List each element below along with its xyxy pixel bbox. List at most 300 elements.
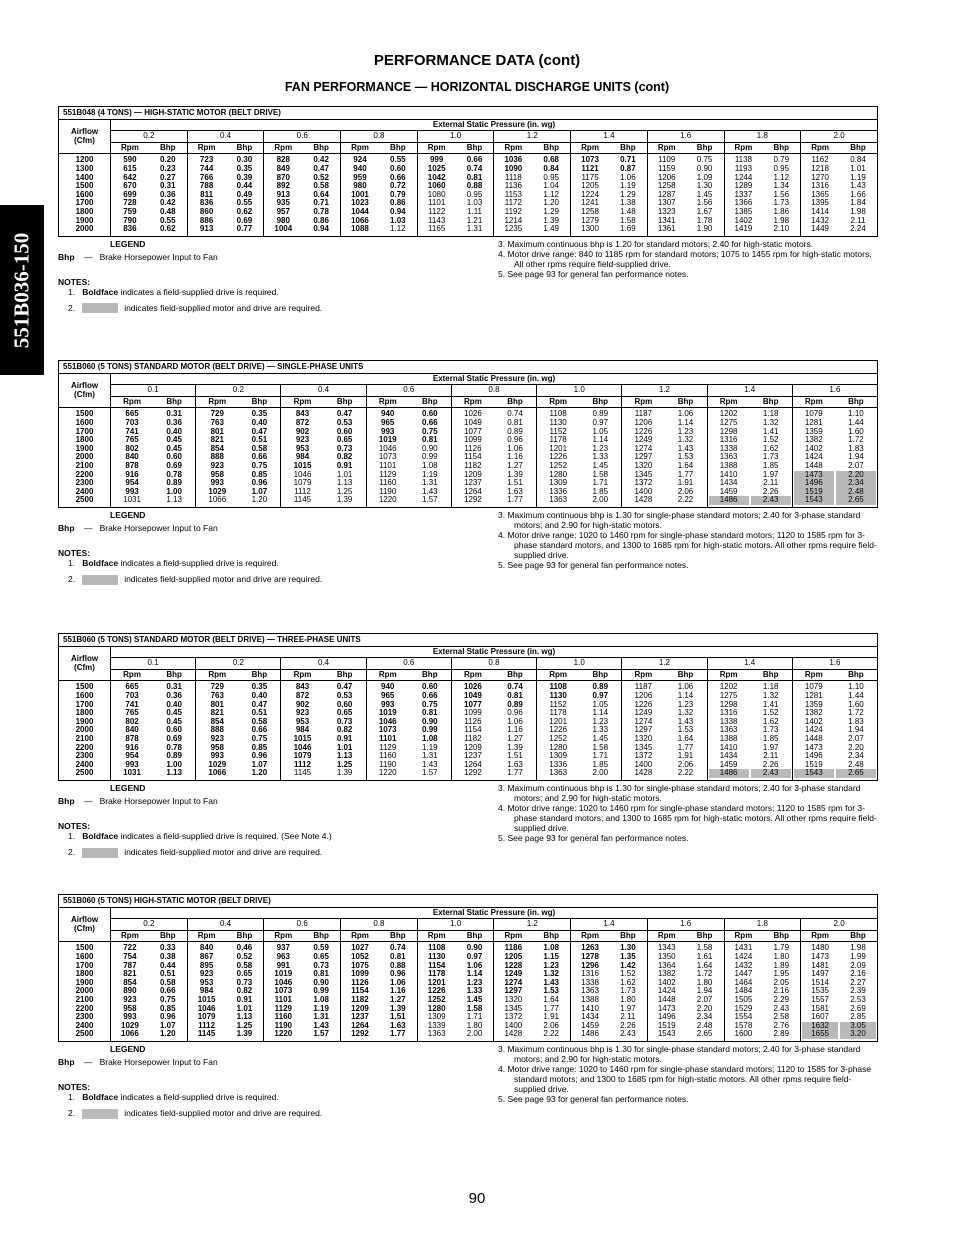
table-cell: 703 <box>125 690 139 700</box>
table-cell: 811 <box>200 189 214 199</box>
table-cell: 0.60 <box>336 426 353 436</box>
table-cell: 1655 <box>802 1030 838 1039</box>
airflow-value: 2100 <box>75 460 94 470</box>
pressure-header: 1.0 <box>417 131 494 143</box>
legend-desc: Brake Horsepower Input to Fan <box>99 522 218 533</box>
pressure-header: 0.1 <box>111 658 196 670</box>
table-cell: 849 <box>276 163 290 173</box>
table-cell: 1202 <box>719 409 738 419</box>
table-cell: 1514 <box>811 977 829 987</box>
table-cell: 2.11 <box>763 751 779 761</box>
table-cell: 1338 <box>719 443 738 453</box>
table-cell: 1496 <box>794 479 834 488</box>
table-cell: 1044 <box>351 206 369 216</box>
table-cell: 1.13 <box>336 751 353 761</box>
table-cell: 1.13 <box>336 478 353 488</box>
table-cell: 1145 <box>197 1029 216 1039</box>
table-cell: 0.27 <box>159 172 176 182</box>
airflow-value: 1300 <box>75 163 94 173</box>
table-cell: 2.09 <box>850 960 866 970</box>
right-note: 3. Maximum continuous bhp is 1.30 for single-phase standard motors; 2.40 for 3-phase standard motors; and 2.90 for high-static motors. <box>498 509 861 530</box>
legend-title: LEGEND <box>110 238 146 249</box>
table-cell: 1292 <box>464 768 482 778</box>
table-cell: 0.69 <box>236 215 253 225</box>
table-cell: 0.55 <box>159 215 176 225</box>
table-cell: 1.72 <box>848 435 864 445</box>
table-cell: 1.06 <box>677 682 694 692</box>
table-cell: 670 <box>123 181 137 191</box>
table-cell: 1275 <box>719 417 738 427</box>
table-cell: 0.42 <box>313 155 329 165</box>
airflow-value: 2200 <box>75 742 94 752</box>
pressure-header: 0.6 <box>366 658 451 670</box>
table-cell: 1.29 <box>543 206 559 216</box>
table-cell: 1.39 <box>236 1029 253 1039</box>
legend-dash: — <box>83 522 93 533</box>
table-cell: 999 <box>429 155 444 165</box>
table-cell: 2.26 <box>620 1020 636 1030</box>
table-cell: 1.95 <box>773 969 790 979</box>
table-cell: 1402 <box>804 443 823 453</box>
table-cell: 2.43 <box>773 1003 790 1013</box>
table-cell: 1190 <box>379 759 397 769</box>
table-cell: 1448 <box>804 733 823 743</box>
rpm-header: Rpm <box>571 930 609 942</box>
table-cell: 1019 <box>274 969 293 979</box>
rpm-column <box>537 681 580 781</box>
rpm-column <box>792 408 835 508</box>
table-cell: 1.21 <box>466 215 483 225</box>
table-cell: 0.72 <box>390 181 406 191</box>
rpm-header: Rpm <box>341 142 379 154</box>
table-cell: 1320 <box>634 460 653 470</box>
performance-table <box>58 633 878 781</box>
table-cell: 1365 <box>811 189 829 199</box>
legend-desc: Brake Horsepower Input to Fan <box>99 251 218 262</box>
table-cell: 1.85 <box>762 460 779 470</box>
esp-header: External Static Pressure (in. wg) <box>111 373 878 385</box>
table-cell: 1079 <box>804 409 823 419</box>
table-cell: 0.66 <box>422 690 438 700</box>
table-cell: 1459 <box>719 759 738 769</box>
table-cell: 0.96 <box>507 708 523 718</box>
table-cell: 1428 <box>634 495 653 505</box>
table-cell: 729 <box>210 409 224 419</box>
table-cell: 1136 <box>504 181 522 191</box>
table-cell: 1.77 <box>677 742 694 752</box>
table-cell: 1.43 <box>677 443 694 453</box>
table-cell: 744 <box>199 163 214 173</box>
table-cell: 1060 <box>427 181 446 191</box>
table-cell: 1481 <box>811 960 829 970</box>
table-cell: 1.80 <box>466 1020 483 1030</box>
bhp-column <box>609 942 647 1042</box>
table-cell: 1.84 <box>850 198 866 208</box>
table-cell: 1.32 <box>762 417 779 427</box>
airflow-value: 1800 <box>75 708 94 718</box>
table-cell: 0.84 <box>850 155 866 165</box>
table-cell: 980 <box>276 215 290 225</box>
pressure-header: 1.0 <box>417 919 494 931</box>
table-cell: 1382 <box>804 435 823 445</box>
table-cell: 1473 <box>794 471 834 480</box>
rpm-header: Rpm <box>111 142 149 154</box>
bhp-header: Bhp <box>686 142 724 154</box>
pressure-header: 0.2 <box>111 131 188 143</box>
table-cell: 1159 <box>658 163 676 173</box>
table-cell: 1.98 <box>850 943 866 953</box>
table-cell: 1.44 <box>848 690 864 700</box>
table-cell: 1.11 <box>467 206 482 216</box>
table-cell: 0.75 <box>422 699 438 709</box>
rpm-header: Rpm <box>281 396 324 408</box>
table-cell: 1126 <box>351 977 369 987</box>
pressure-header: 0.8 <box>341 919 418 931</box>
table-cell: 1297 <box>634 725 653 735</box>
table-cell: 1.79 <box>773 943 790 953</box>
bhp-column <box>409 681 452 781</box>
table-cell: 0.90 <box>422 443 438 453</box>
table-cell: 1.90 <box>696 224 713 234</box>
table-cell: 1.00 <box>166 759 182 769</box>
airflow-value: 2000 <box>75 725 94 735</box>
rpm-header: Rpm <box>264 142 302 154</box>
table-cell: 2.48 <box>836 488 876 497</box>
table-cell: 1400 <box>634 759 653 769</box>
notes-title: NOTES: <box>58 547 91 558</box>
table-cell: 1228 <box>504 960 523 970</box>
table-cell: 1193 <box>734 163 753 173</box>
airflow-value: 2400 <box>75 759 94 769</box>
rpm-column <box>792 681 835 781</box>
table-cell: 888 <box>210 725 224 735</box>
rpm-column <box>264 154 302 236</box>
table-cell: 1049 <box>464 417 482 427</box>
table-cell: 1447 <box>734 969 753 979</box>
table-cell: 953 <box>295 443 310 453</box>
table-cell: 1.39 <box>507 469 523 479</box>
bhp-header: Bhp <box>456 142 494 154</box>
table-cell: 1.85 <box>592 759 609 769</box>
rpm-column <box>366 408 409 508</box>
table-cell: 913 <box>276 189 290 199</box>
table-cell: 2.58 <box>773 1012 790 1022</box>
rpm-column <box>281 408 324 508</box>
table-cell: 1448 <box>804 460 823 470</box>
table-cell: 1486 <box>709 496 749 505</box>
grey-swatch <box>82 1109 118 1119</box>
table-cell: 1099 <box>351 969 369 979</box>
pressure-header: 1.2 <box>622 658 707 670</box>
table-cell: 802 <box>125 716 139 726</box>
table-cell: 1307 <box>657 198 676 208</box>
bhp-column <box>456 942 494 1042</box>
table-cell: 1264 <box>351 1020 369 1030</box>
table-cell: 1019 <box>378 708 397 718</box>
airflow-header: Airflow (Cfm) <box>59 373 111 408</box>
table-cell: 1.64 <box>677 733 694 743</box>
table-cell: 953 <box>295 716 310 726</box>
note-boldface: Boldface <box>82 557 119 568</box>
table-cell: 766 <box>199 172 214 182</box>
airflow-value: 2300 <box>75 478 94 488</box>
table-cell: 787 <box>123 960 137 970</box>
table-cell: 1129 <box>274 1003 292 1013</box>
table-cell: 741 <box>125 699 139 709</box>
table-cell: 0.95 <box>773 163 790 173</box>
table-cell: 1345 <box>504 1003 523 1013</box>
bhp-column <box>750 681 793 781</box>
table-cell: 1519 <box>804 759 823 769</box>
table-cell: 1.44 <box>848 417 864 427</box>
legend <box>58 1044 438 1067</box>
airflow-value: 1800 <box>75 435 94 445</box>
table-cell: 1129 <box>379 469 397 479</box>
table-cell: 0.75 <box>696 155 713 165</box>
airflow-column <box>59 942 111 1042</box>
notes-title: NOTES: <box>58 820 91 831</box>
table-cell: 0.58 <box>159 977 176 987</box>
table-cell: 1001 <box>351 189 369 199</box>
table-cell: 1.39 <box>543 215 559 225</box>
table-cell: 1554 <box>734 1012 753 1022</box>
table-cell: 0.40 <box>251 690 268 700</box>
table-cell: 642 <box>123 172 137 182</box>
rpm-column <box>187 942 225 1042</box>
table-cell: 1.15 <box>543 951 559 961</box>
bhp-column <box>579 681 622 781</box>
table-cell: 1280 <box>549 742 568 752</box>
table-cell: 854 <box>123 977 137 987</box>
legend <box>58 510 438 533</box>
table-cell: 1263 <box>581 943 599 953</box>
table-cell: 1.58 <box>592 469 609 479</box>
right-notes <box>498 239 878 279</box>
table-cell: 1.58 <box>696 943 713 953</box>
note-2-text: indicates field-supplied motor and drive are required. <box>124 573 323 584</box>
table-cell: 2.10 <box>773 224 790 234</box>
pressure-header: 0.2 <box>111 919 188 931</box>
table-cell: 0.71 <box>620 155 636 165</box>
rpm-header: Rpm <box>111 396 154 408</box>
table-cell: 729 <box>210 682 224 692</box>
bhp-header: Bhp <box>579 396 622 408</box>
airflow-value: 2000 <box>75 224 94 234</box>
pressure-header: 1.6 <box>792 658 877 670</box>
table-cell: 2.43 <box>620 1029 636 1039</box>
table-cell: 0.35 <box>251 409 268 419</box>
table-cell: 916 <box>125 742 139 752</box>
table-cell: 1186 <box>504 943 523 953</box>
rpm-column <box>341 154 379 236</box>
rpm-header: Rpm <box>196 396 239 408</box>
table-cell: 2.43 <box>751 496 791 505</box>
table-cell: 790 <box>123 215 137 225</box>
pressure-header: 0.2 <box>196 385 281 397</box>
table-cell: 1.23 <box>466 977 483 987</box>
table-cell: 1350 <box>657 951 676 961</box>
bhp-column <box>609 154 647 236</box>
table-cell: 0.81 <box>507 690 523 700</box>
table-cell: 1153 <box>504 189 522 199</box>
table-cell: 2.16 <box>850 969 866 979</box>
bhp-column <box>835 681 878 781</box>
table-cell: 0.99 <box>422 725 438 735</box>
legend-title: LEGEND <box>110 782 146 793</box>
table-cell: 0.51 <box>159 969 176 979</box>
table-cell: 1.43 <box>313 1020 329 1030</box>
table-cell: 2.85 <box>850 1012 866 1022</box>
right-notes <box>498 510 878 570</box>
rpm-column <box>187 154 225 236</box>
table-cell: 1209 <box>464 742 482 752</box>
notes-title: NOTES: <box>58 1081 91 1092</box>
bhp-header: Bhp <box>494 669 537 681</box>
table-cell: 1.23 <box>592 716 609 726</box>
table-cell: 1.63 <box>390 1020 406 1030</box>
table-cell: 2.11 <box>763 478 779 488</box>
table-cell: 0.30 <box>236 155 253 165</box>
table-cell: 1.72 <box>848 708 864 718</box>
table-cell: 2.05 <box>773 977 790 987</box>
table-cell: 836 <box>199 198 214 208</box>
table-cell: 1.31 <box>313 1012 329 1022</box>
table-cell: 1.52 <box>762 708 779 718</box>
table-cell: 0.81 <box>390 951 406 961</box>
legend-desc: Brake Horsepower Input to Fan <box>99 1056 218 1067</box>
pressure-header: 2.0 <box>801 919 878 931</box>
bhp-header: Bhp <box>835 669 878 681</box>
right-note: 3. Maximum continuous bhp is 1.30 for single-phase standard motors; 2.40 for 3-phase standard motors; and 2.90 for high-static motors. <box>498 782 861 803</box>
table-cell: 1.01 <box>850 163 866 173</box>
table-cell: 1345 <box>634 469 653 479</box>
airflow-value: 2200 <box>75 469 94 479</box>
bhp-header: Bhp <box>750 396 793 408</box>
table-cell: 965 <box>381 417 395 427</box>
table-cell: 1372 <box>634 751 653 761</box>
table-cell: 840 <box>125 725 139 735</box>
pressure-header: 1.6 <box>647 131 724 143</box>
bhp-header: Bhp <box>379 930 417 942</box>
table-cell: 1316 <box>719 708 738 718</box>
rpm-column <box>366 681 409 781</box>
table-cell: 1206 <box>657 172 676 182</box>
table-cell: 0.39 <box>236 172 253 182</box>
table-cell: 0.89 <box>166 751 182 761</box>
table-cell: 1519 <box>794 488 834 497</box>
rpm-header: Rpm <box>537 669 580 681</box>
table-cell: 1.73 <box>762 452 779 462</box>
table-cell: 1.16 <box>507 725 523 735</box>
table-cell: 741 <box>125 426 139 436</box>
table-cell: 1.45 <box>592 733 609 743</box>
table-cell: 1607 <box>811 1012 829 1022</box>
table-cell: 1.58 <box>466 1003 483 1013</box>
table-cell: 1316 <box>811 181 829 191</box>
table-cell: 1237 <box>464 751 482 761</box>
rpm-column <box>111 681 154 781</box>
table-cell: 1.52 <box>762 435 779 445</box>
table-cell: 665 <box>125 682 139 692</box>
rpm-column <box>111 154 149 236</box>
table-cell: 0.90 <box>422 716 438 726</box>
table-cell: 1182 <box>464 733 482 743</box>
bhp-column <box>532 154 570 236</box>
table-cell: 840 <box>199 943 214 953</box>
table-cell: 0.69 <box>166 460 182 470</box>
table-cell: 0.31 <box>166 409 182 419</box>
table-cell: 1.38 <box>620 198 636 208</box>
rpm-header: Rpm <box>264 930 302 942</box>
table-cell: 1101 <box>379 460 397 470</box>
table-cell: 0.96 <box>251 478 268 488</box>
notes: NOTES: 1. Boldface indicates a field-supplied drive is required. 2. indicates field-supplied motor and drive are required. <box>58 547 323 584</box>
table-cell: 1.61 <box>696 951 713 961</box>
table-cell: 0.47 <box>313 163 329 173</box>
pressure-header: 1.4 <box>707 385 792 397</box>
table-cell: 2.22 <box>677 768 694 778</box>
table-cell: 1026 <box>464 682 482 692</box>
table-cell: 1160 <box>379 751 397 761</box>
bhp-header: Bhp <box>579 669 622 681</box>
table-cell: 1.80 <box>620 994 636 1004</box>
table-cell: 1015 <box>197 994 216 1004</box>
table-cell: 0.96 <box>507 435 523 445</box>
table-cell: 1.57 <box>313 1029 329 1039</box>
table-cell: 722 <box>123 943 137 953</box>
table-cell: 1.32 <box>543 969 559 979</box>
table-cell: 1.43 <box>677 716 694 726</box>
pressure-header: 1.2 <box>494 919 571 931</box>
table-cell: 1.94 <box>848 725 864 735</box>
table-cell: 0.85 <box>251 742 268 752</box>
table-cell: 1424 <box>804 452 823 462</box>
table-cell: 0.81 <box>422 708 438 718</box>
bhp-header: Bhp <box>750 669 793 681</box>
pressure-header: 0.6 <box>264 919 341 931</box>
table-cell: 1297 <box>504 986 523 996</box>
note-boldface: Boldface <box>82 1091 119 1102</box>
esp-header: External Static Pressure (in. wg) <box>111 646 878 658</box>
notes: NOTES: 1. Boldface indicates a field-supplied drive is required. (See Note 4.) 2. indicates field-supplied motor and drive are required. <box>58 820 332 857</box>
table-cell: 1027 <box>351 943 369 953</box>
table-cell: 840 <box>125 452 139 462</box>
table-cell: 1337 <box>734 189 753 199</box>
table-cell: 1154 <box>464 452 482 462</box>
table-cell: 0.60 <box>166 452 182 462</box>
bhp-column <box>664 408 707 508</box>
table-cell: 1.13 <box>236 1012 253 1022</box>
legend-abbr: Bhp <box>58 1056 75 1067</box>
table-cell: 1175 <box>581 172 599 182</box>
bhp-header: Bhp <box>762 142 800 154</box>
bhp-header: Bhp <box>664 669 707 681</box>
bhp-header: Bhp <box>762 930 800 942</box>
table-cell: 984 <box>295 725 310 735</box>
table-cell: 1099 <box>464 708 482 718</box>
airflow-value: 1400 <box>75 172 94 182</box>
table-cell: 1031 <box>123 768 141 778</box>
table-cell: 1152 <box>549 426 567 436</box>
table-cell: 1143 <box>428 215 446 225</box>
rpm-column <box>341 942 379 1042</box>
table-cell: 665 <box>125 409 139 419</box>
legend-abbr: Bhp <box>58 251 75 262</box>
table-cell: 1252 <box>549 733 568 743</box>
table-cell: 1.14 <box>677 690 694 700</box>
table-cell: 1108 <box>549 409 567 419</box>
table-cell: 0.81 <box>466 172 483 182</box>
